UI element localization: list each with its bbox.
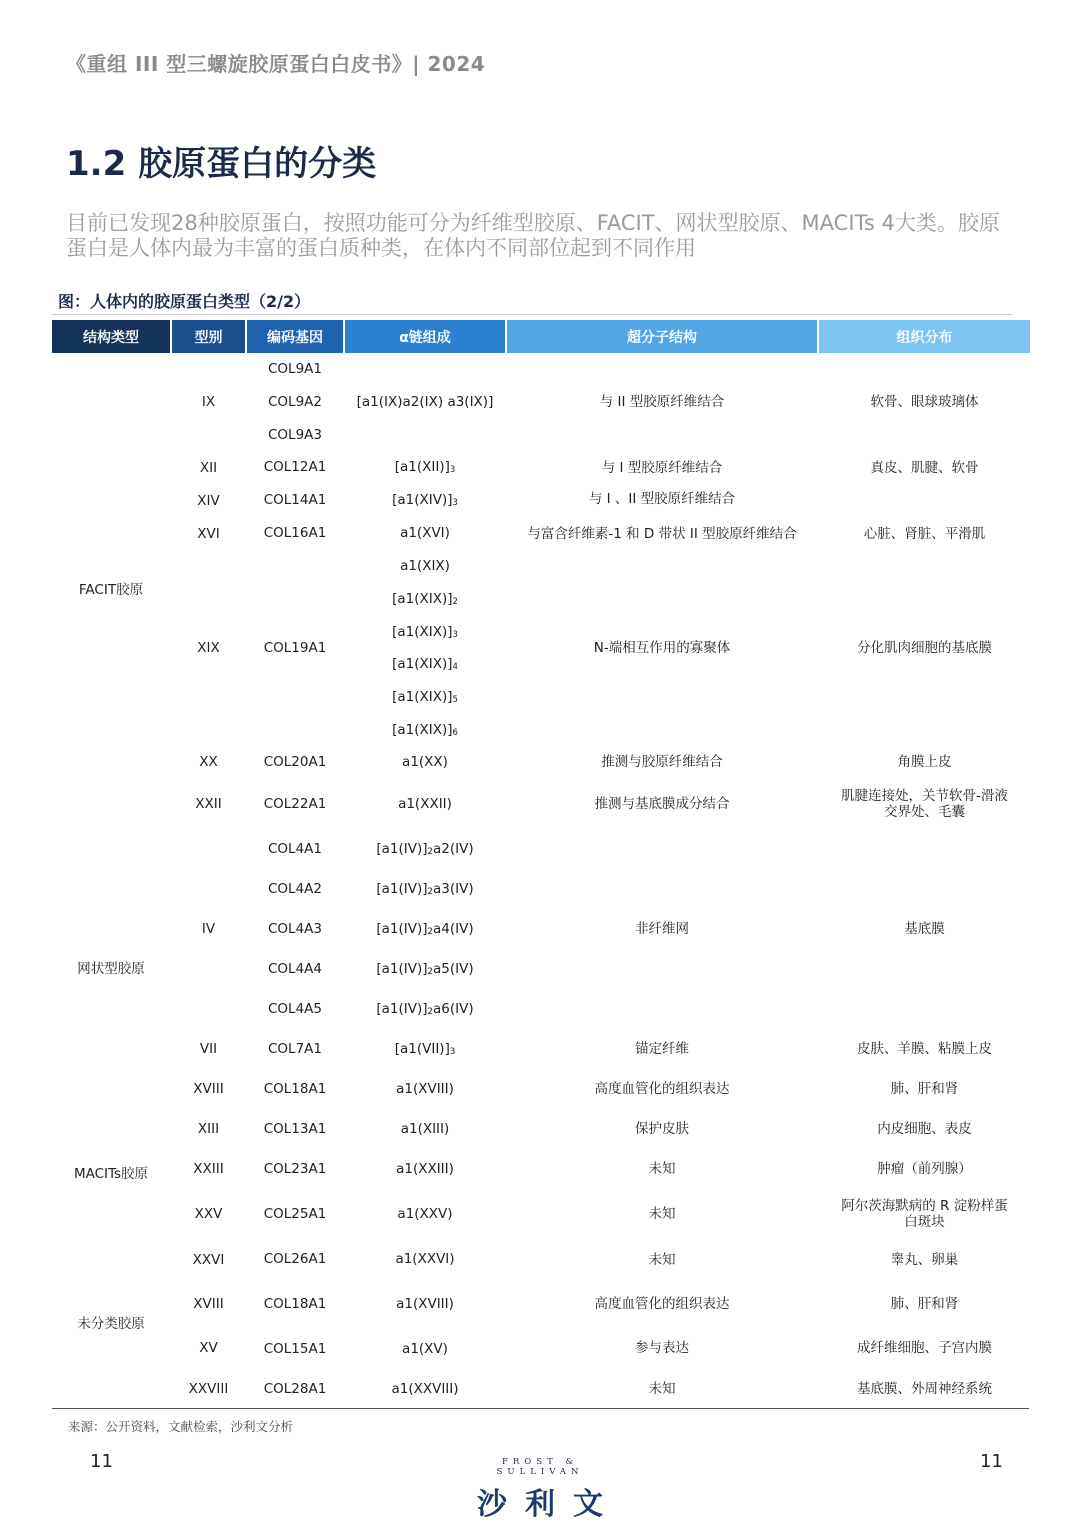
gene-cell: COL20A1	[263, 754, 327, 770]
alpha-chain-cell	[345, 589, 505, 609]
supramolecular-structure-cell: N-端相互作用的寡聚体	[593, 640, 731, 656]
alpha-chain-cell	[345, 959, 505, 979]
gene-cell: COL9A1	[268, 361, 322, 377]
alpha-chain-text: [a1(IV)]	[376, 921, 428, 937]
alpha-chain-subscript: 3	[449, 465, 456, 475]
column-header-alpha-chain: α链组成	[345, 320, 505, 353]
caption-divider	[52, 314, 1012, 315]
alpha-chain-subscript: 3	[452, 498, 458, 508]
tissue-distribution-cell: 心脏、肾脏、平滑肌	[863, 525, 986, 542]
supramolecular-structure-cell: 与 I 、II 型胶原纤维结合	[588, 491, 736, 507]
tissue-distribution-cell: 角膜上皮	[897, 754, 952, 770]
alpha-chain-cell	[345, 1339, 505, 1359]
type-cell: XXVI	[192, 1252, 225, 1268]
gene-cell: COL23A1	[263, 1161, 327, 1177]
brand-logo	[455, 1457, 625, 1523]
type-cell: VII	[199, 1041, 218, 1057]
gene-cell: COL18A1	[263, 1081, 327, 1097]
alpha-chain-text-suffix: a3(IV)	[432, 881, 474, 897]
gene-cell: COL4A1	[268, 841, 322, 857]
gene-cell: COL16A1	[263, 525, 327, 541]
alpha-chain-subscript: 2	[427, 927, 433, 937]
gene-cell: COL28A1	[263, 1381, 327, 1397]
alpha-chain-text: a1(XVI)	[400, 525, 450, 541]
supramolecular-structure-cell: 推测与基底膜成分结合	[594, 795, 730, 812]
tissue-distribution-cell	[819, 786, 1030, 822]
alpha-chain-subscript: 5	[452, 695, 458, 705]
type-cell: XVIII	[193, 1296, 224, 1312]
alpha-chain-subscript: 3	[449, 1047, 456, 1057]
type-cell: XXII	[195, 795, 222, 812]
page-number-left: 11	[90, 1451, 113, 1472]
alpha-chain-subscript: 2	[427, 887, 433, 897]
alpha-chain-text: [a1(XIX)]	[392, 722, 453, 738]
alpha-chain-text: [a1(XIX)]	[392, 656, 453, 672]
tissue-distribution-line: 肌腱连接处，关节软骨-滑液	[841, 787, 1008, 804]
alpha-chain-text: a1(XXVI)	[395, 1251, 455, 1267]
alpha-chain-subscript: 3	[452, 630, 458, 640]
alpha-chain-text: a1(XXV)	[397, 1206, 453, 1222]
alpha-chain-subscript: 2	[427, 847, 433, 857]
section-title: 1.2 胶原蛋白的分类	[66, 144, 377, 184]
alpha-chain-cell	[345, 919, 505, 939]
alpha-chain-text: a1(XXIII)	[396, 1161, 454, 1177]
tissue-distribution-cell: 皮肤、羊膜、粘膜上皮	[857, 1041, 992, 1057]
supramolecular-structure-cell: 高度血管化的组织表达	[594, 1081, 730, 1097]
alpha-chain-text: a1(XVIII)	[396, 1081, 454, 1097]
alpha-chain-cell	[345, 1039, 505, 1059]
type-cell: XIX	[197, 640, 220, 656]
tissue-distribution-cell: 基底膜、外周神经系统	[857, 1381, 992, 1397]
gene-cell: COL13A1	[263, 1121, 327, 1137]
tissue-distribution-cell	[819, 1196, 1030, 1232]
alpha-chain-cell	[345, 1079, 505, 1099]
structure-group-label: MACITs胶原	[73, 1166, 149, 1182]
type-cell: XIII	[197, 1121, 220, 1137]
type-cell: IX	[201, 394, 216, 410]
column-header-tissue: 组织分布	[819, 320, 1030, 353]
tissue-distribution-cell: 真皮、肌腱、软骨	[870, 459, 979, 476]
gene-cell: COL19A1	[263, 640, 327, 656]
gene-cell: COL4A4	[268, 961, 322, 977]
type-cell: XXV	[194, 1206, 223, 1222]
supramolecular-structure-cell: 高度血管化的组织表达	[594, 1296, 730, 1312]
alpha-chain-cell	[345, 622, 505, 642]
type-cell: IV	[201, 921, 216, 937]
alpha-chain-subscript: 2	[427, 967, 433, 977]
alpha-chain-text: a1(XXVIII)	[391, 1381, 459, 1397]
gene-cell: COL4A5	[268, 1001, 322, 1017]
alpha-chain-text: a1(XVIII)	[396, 1296, 454, 1312]
type-cell: XV	[199, 1340, 218, 1356]
gene-cell: COL25A1	[263, 1206, 327, 1222]
alpha-chain-text: [a1(XIX)]	[392, 624, 453, 640]
type-cell: XXVIII	[188, 1381, 229, 1397]
gene-cell: COL7A1	[268, 1041, 322, 1057]
type-cell: XII	[199, 459, 218, 476]
alpha-chain-text: [a1(IV)]	[376, 961, 428, 977]
alpha-chain-text: [a1(VII)]	[394, 1041, 450, 1057]
source-note: 来源：公开资料，文献检索，沙利文分析	[68, 1419, 294, 1434]
alpha-chain-text: a1(XIII)	[400, 1121, 450, 1137]
supramolecular-structure-cell: 未知	[648, 1161, 676, 1177]
alpha-chain-cell	[345, 1159, 505, 1179]
alpha-chain-cell	[345, 720, 505, 740]
gene-cell: COL14A1	[263, 492, 327, 508]
column-header-gene: 编码基因	[247, 320, 343, 353]
supramolecular-structure-cell: 参与表达	[635, 1340, 689, 1356]
tissue-distribution-cell: 基底膜	[904, 921, 945, 937]
type-cell: XX	[199, 754, 218, 770]
tissue-distribution-cell: 分化肌肉细胞的基底膜	[857, 640, 992, 656]
alpha-chain-subscript: 2	[427, 1007, 433, 1017]
alpha-chain-text: [a1(IV)]	[376, 1001, 428, 1017]
alpha-chain-subscript: 4	[452, 662, 458, 672]
alpha-chain-text: a1(XX)	[402, 754, 448, 770]
supramolecular-structure-cell: 未知	[648, 1252, 676, 1268]
gene-cell: COL4A2	[268, 881, 322, 897]
gene-cell: COL4A3	[268, 921, 322, 937]
type-cell: XXIII	[193, 1161, 224, 1177]
alpha-chain-subscript: 2	[452, 597, 458, 607]
tissue-distribution-line: 交界处、毛囊	[884, 803, 965, 820]
brand-name-en: FROST & SULLIVAN	[496, 1457, 584, 1477]
alpha-chain-cell	[345, 752, 505, 772]
alpha-chain-cell	[345, 879, 505, 899]
type-cell: XIV	[197, 492, 220, 509]
report-header: 《重组 III 型三螺旋胶原蛋白白皮书》| 2024	[66, 52, 486, 76]
alpha-chain-cell	[345, 687, 505, 707]
column-header-structure-type: 结构类型	[52, 320, 170, 353]
alpha-chain-text: a1(XXII)	[398, 796, 452, 812]
alpha-chain-cell	[345, 654, 505, 674]
alpha-chain-text: [a1(IX)a2(IX) a3(IX)]	[356, 394, 494, 410]
supramolecular-structure-cell: 与 II 型胶原纤维结合	[599, 394, 725, 410]
type-cell: XVIII	[193, 1081, 224, 1097]
structure-group-label: 网状型胶原	[77, 961, 145, 977]
alpha-chain-text: [a1(XIV)]	[392, 492, 453, 508]
tissue-distribution-cell: 肿瘤（前列腺）	[877, 1161, 972, 1177]
figure-caption: 图：人体内的胶原蛋白类型（2/2）	[58, 292, 311, 311]
tissue-distribution-cell: 肺、肝和肾	[890, 1081, 959, 1097]
alpha-chain-cell	[345, 1119, 505, 1139]
alpha-chain-text-suffix: a6(IV)	[432, 1001, 474, 1017]
intro-paragraph: 目前已发现28种胶原蛋白，按照功能可分为纤维型胶原、FACIT、网状型胶原、MACITs 4大类。胶原蛋白是人体内最为丰富的蛋白质种类，在体内不同部位起到不同作用	[66, 211, 1000, 260]
gene-cell: COL18A1	[263, 1296, 327, 1312]
supramolecular-structure-cell: 保护皮肤	[635, 1121, 689, 1137]
table-bottom-rule	[52, 1408, 1029, 1409]
structure-group-label: FACIT胶原	[78, 582, 144, 598]
alpha-chain-text-suffix: a4(IV)	[432, 921, 474, 937]
alpha-chain-cell	[345, 1379, 505, 1399]
gene-cell: COL9A3	[268, 427, 322, 443]
tissue-distribution-cell: 成纤维细胞、子宫内膜	[857, 1340, 992, 1356]
alpha-chain-cell	[345, 794, 505, 814]
alpha-chain-cell	[345, 523, 505, 543]
type-cell: XVI	[197, 525, 220, 542]
alpha-chain-text: a1(XIX)	[400, 558, 450, 574]
column-header-supramolecular: 超分子结构	[507, 320, 817, 353]
table-header	[52, 320, 1030, 353]
gene-cell: COL22A1	[263, 796, 327, 812]
page-number-right: 11	[980, 1451, 1003, 1472]
alpha-chain-text: [a1(IV)]	[376, 841, 428, 857]
alpha-chain-cell	[345, 457, 505, 477]
supramolecular-structure-cell: 推测与胶原纤维结合	[601, 754, 723, 770]
tissue-distribution-cell: 内皮细胞、表皮	[877, 1121, 972, 1137]
alpha-chain-text: [a1(XIX)]	[392, 689, 453, 705]
alpha-chain-cell	[345, 1249, 505, 1269]
alpha-chain-cell	[345, 1294, 505, 1314]
column-header-type: 型别	[172, 320, 245, 353]
gene-cell: COL26A1	[263, 1251, 327, 1267]
alpha-chain-cell	[345, 556, 505, 576]
supramolecular-structure-cell: 未知	[648, 1381, 676, 1397]
tissue-distribution-cell: 睾丸、卵巢	[890, 1252, 959, 1268]
alpha-chain-cell	[345, 999, 505, 1019]
supramolecular-structure-cell: 与富含纤维素-1 和 D 带状 II 型胶原纤维结合	[527, 525, 797, 542]
alpha-chain-text: a1(XV)	[402, 1341, 448, 1357]
supramolecular-structure-cell: 锚定纤维	[635, 1041, 689, 1057]
gene-cell: COL15A1	[263, 1341, 327, 1357]
supramolecular-structure-cell: 与 I 型胶原纤维结合	[601, 459, 723, 476]
alpha-chain-cell	[345, 392, 505, 412]
gene-cell: COL9A2	[268, 394, 322, 410]
alpha-chain-text: [a1(XIX)]	[392, 591, 453, 607]
tissue-distribution-cell: 肺、肝和肾	[890, 1296, 959, 1312]
brand-name-cn: 沙利文	[477, 1487, 621, 1522]
alpha-chain-subscript: 6	[452, 728, 458, 738]
tissue-distribution-line: 阿尔茨海默病的 R 淀粉样蛋	[841, 1198, 1008, 1214]
structure-group-label: 未分类胶原	[77, 1316, 145, 1332]
alpha-chain-cell	[345, 1204, 505, 1224]
gene-cell: COL12A1	[263, 459, 327, 475]
alpha-chain-cell	[345, 839, 505, 859]
alpha-chain-text: [a1(XII)]	[394, 459, 450, 475]
alpha-chain-text: [a1(IV)]	[376, 881, 428, 897]
supramolecular-structure-cell: 未知	[648, 1206, 676, 1222]
alpha-chain-text-suffix: a5(IV)	[432, 961, 474, 977]
supramolecular-structure-cell: 非纤维网	[635, 921, 689, 937]
alpha-chain-text-suffix: a2(IV)	[432, 841, 474, 857]
alpha-chain-cell	[345, 490, 505, 510]
tissue-distribution-line: 白斑块	[904, 1214, 945, 1230]
tissue-distribution-cell: 软骨、眼球玻璃体	[870, 394, 979, 410]
